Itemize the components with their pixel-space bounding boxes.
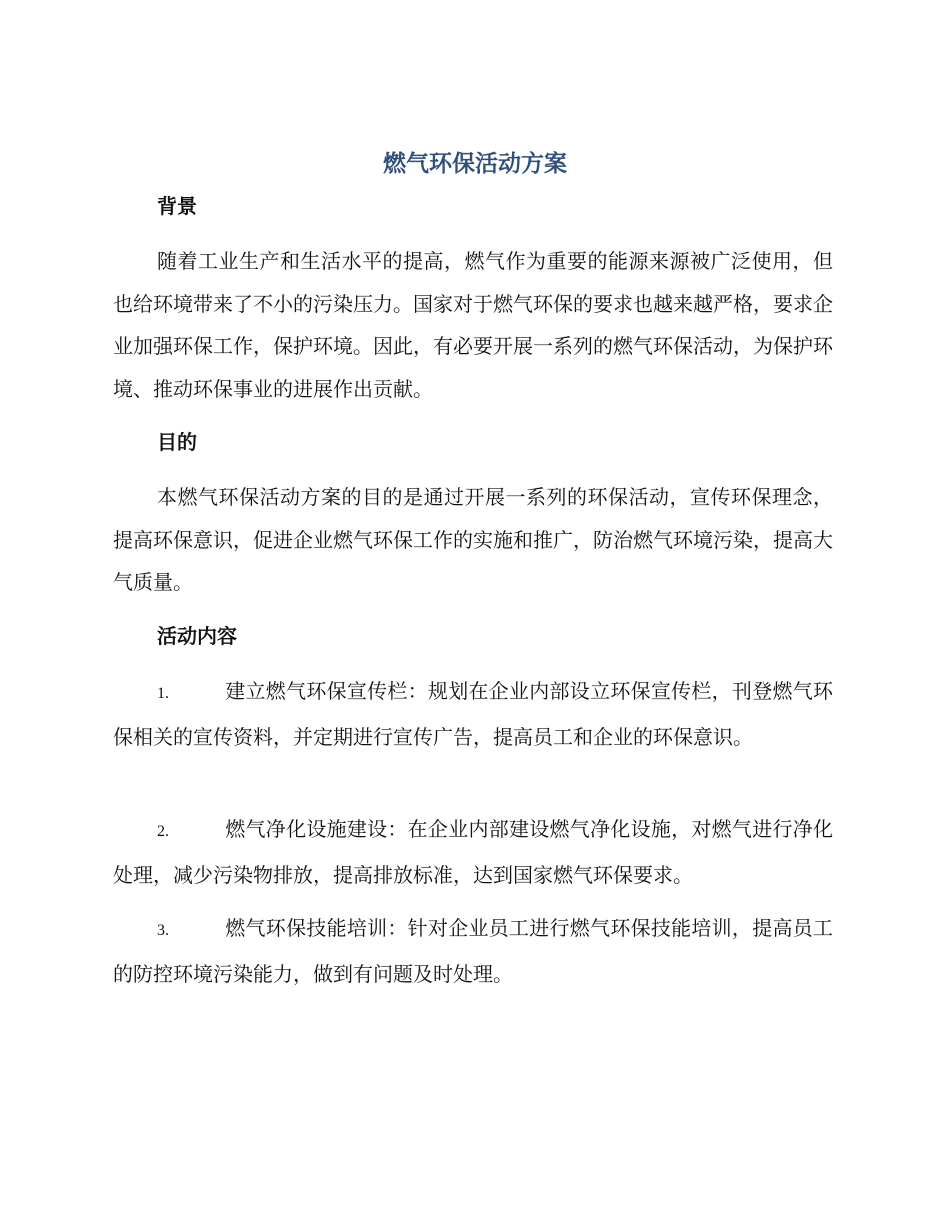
- section-heading-background: 背景: [157, 194, 197, 218]
- list-item-text: 建立燃气环保宣传栏：规划在企业内部设立环保宣传栏，刊登燃气环保相关的宣传资料，并定期进行宣传广告，提高员工和企业的环保意识。: [113, 679, 833, 749]
- list-item-number: 2.: [157, 823, 169, 840]
- list-item: [113, 808, 833, 896]
- purpose-paragraph: 本燃气环保活动方案的目的是通过开展一系列的环保活动，宣传环保理念，提高环保意识，促进企业燃气环保工作的实施和推广，防治燃气环境污染，提高大气质量。: [113, 485, 833, 594]
- list-item-number: 3.: [157, 922, 169, 939]
- page-title: 燃气环保活动方案: [383, 151, 567, 177]
- list-item: [113, 670, 833, 758]
- list-item-text: 燃气净化设施建设：在企业内部建设燃气净化设施，对燃气进行净化处理，减少污染物排放，提高排放标准，达到国家燃气环保要求。: [113, 817, 833, 887]
- section-heading-activities: 活动内容: [157, 624, 237, 648]
- background-paragraph: 随着工业生产和生活水平的提高，燃气作为重要的能源来源被广泛使用，但也给环境带来了不小的污染压力。国家对于燃气环保的要求也越来越严格，要求企业加强环保工作，保护环境。因此，有必要开展一系列的燃气环保活动，为保护环境、推动环保事业的进展作出贡献。: [113, 249, 833, 401]
- list-item-number: 1.: [157, 685, 169, 702]
- list-item-text: 燃气环保技能培训：针对企业员工进行燃气环保技能培训，提高员工的防控环境污染能力，做到有问题及时处理。: [113, 916, 833, 986]
- list-item: [113, 907, 833, 995]
- section-heading-purpose: 目的: [157, 430, 197, 454]
